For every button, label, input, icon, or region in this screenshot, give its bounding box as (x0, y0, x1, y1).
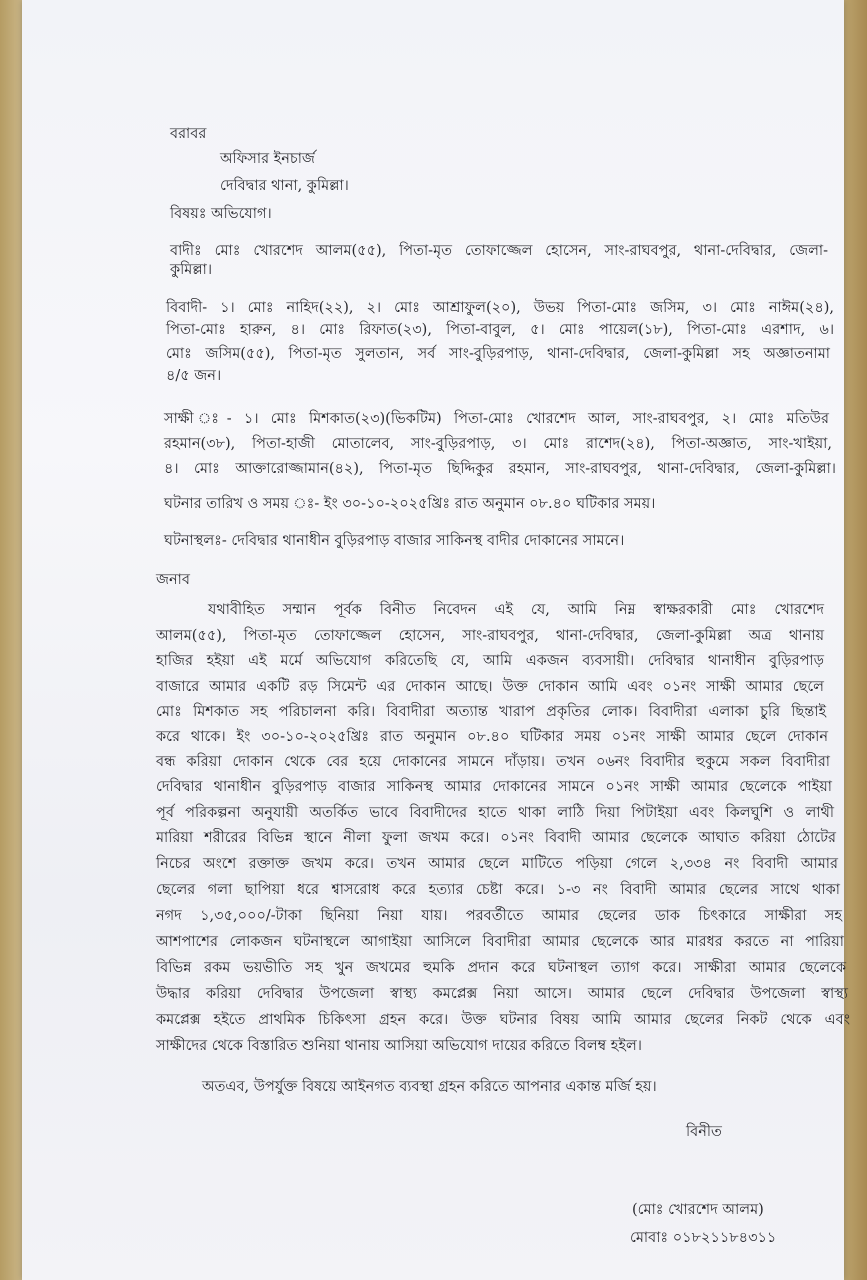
signature-phone: মোবাঃ ০১৮২১১৮৪৩১১ (630, 1230, 777, 1246)
recipient-address: দেবিদ্বার থানা, কুমিল্লা। (220, 178, 349, 194)
incident-place: ঘটনাস্থলঃ- দেবিদ্বার থানাধীন বুড়িরপাড় বাজার সাকিনস্থ বাদীর দোকানের সামনে। (164, 533, 625, 549)
body-line: যথাবীহিত সম্মান পূর্বক বিনীত নিবেদন এই যে, আমি নিম্ন স্বাক্ষরকারী মোঃ খোরশেদ (208, 602, 824, 618)
body-line: আশপাশের লোকজন ঘটনাস্থলে আগাইয়া আসিলে বিবাদীরা আমার ছেলেকে আর মারধর করতে না পারিয়া (156, 934, 844, 950)
body-line: মারিয়া শরীরের বিভিন্ন স্থানে নীলা ফুলা জখম করে। ০১নং বিবাদী আমার ছেলেকে আঘাত করিয়া ঠোটের (156, 830, 836, 846)
incident-datetime: ঘটনার তারিখ ও সময় ঃ- ইং ৩০-১০-২০২৫খ্রিঃ রাত অনুমান ০৮.৪০ ঘটিকার সময়। (164, 496, 656, 512)
witness-line: ৪। মোঃ আক্তারোজ্জামান(৪২), পিতা-মৃত ছিদ্দিকুর রহমান, সাং-রাঘবপুর, থানা-দেবিদ্বার, জেলা-কুমিল্লা। (164, 461, 836, 477)
subject-line: বিষয়ঃ অভিযোগ। (170, 206, 272, 222)
body-line: নগদ ১,৩৫,০০০/-টাকা ছিনিয়া নিয়া যায়। পরবর্তীতে আমার ছেলের ডাক চিৎকারে সাক্ষীরা সহ (156, 908, 842, 924)
recipient-title: অফিসার ইনচার্জ (220, 151, 315, 167)
plaintiff-line: কুমিল্লা। (170, 262, 213, 278)
body-line: বন্ধ করিয়া দোকান থেকে বের হয়ে দোকানের সামনে দাঁড়ায়। তখন ০৬নং বিবাদীর হুকুমে সকল বিবাদীরা (156, 754, 830, 770)
defendant-line: পিতা-মোঃ হারুন, ৪। মোঃ রিফাত(২৩), পিতা-বাবুল, ৫। মোঃ পায়েল(১৮), পিতা-মোঃ এরশাদ, ৬। (166, 322, 834, 338)
witness-line: রহমান(৩৮), পিতা-হাজী মোতালেব, সাং-বুড়িরপাড়, ৩। মোঃ রাশেদ(২৪), পিতা-অজ্ঞাত, সাং-খাইয়া, (164, 436, 832, 452)
body-line: নিচের অংশে রক্তাক্ত জখম করে। তখন আমার ছেলে মাটিতে পড়িয়া গেলে ২,৩৩৪ নং বিবাদী আমার (156, 856, 838, 872)
salutation-to: বরাবর (170, 126, 207, 142)
body-line: বাজারে আমার একটি রড় সিমেন্ট এর দোকান আছে। উক্ত দোকান আমি এবং ০১নং সাক্ষী আমার ছেলে (156, 679, 824, 695)
body-line: আলম(৫৫), পিতা-মৃত তোফাজ্জেল হোসেন, সাং-রাঘবপুর, থানা-দেবিদ্বার, জেলা-কুমিল্লা অত্র থানায় (156, 628, 824, 644)
plaintiff-line: বাদীঃ মোঃ খোরশেদ আলম(৫৫), পিতা-মৃত তোফাজ্জেল হোসেন, সাং-রাঘবপুর, থানা-দেবিদ্বার, জেলা- (170, 243, 828, 259)
body-line: হাজির হইয়া এই মর্মে অভিযোগ করিতেছি যে, আমি একজন ব্যবসায়ী। দেবিদ্বার থানাধীন বুড়িরপাড় (156, 653, 824, 669)
body-line: দেবিদ্বার থানাধীন বুড়িরপাড় বাজার সাকিনস্থ আমার দোকানের সামনে ০১নং সাক্ষী আমার ছেলেকে পাইয়া (156, 779, 832, 795)
body-line: ছেলের গলা ছাপিয়া ধরে শ্বাসরোধ করে হত্যার চেষ্টা করে। ১-৩ নং বিবাদী আমার ছেলের সাথে থাকা (156, 882, 840, 898)
closing-request: অতএব, উপর্যুক্ত বিষয়ে আইনগত ব্যবস্থা গ্রহন করিতে আপনার একান্ত মর্জি হয়। (202, 1079, 657, 1095)
body-line: কমপ্লেক্স হইতে প্রাথমিক চিকিৎসা গ্রহন করে। উক্ত ঘটনার বিষয় আমি আমার ছেলের নিকট থেকে এবং (156, 1012, 850, 1028)
body-line: উদ্ধার করিয়া দেবিদ্বার উপজেলা স্বাস্থ্য কমপ্লেক্স নিয়া আসে। আমার ছেলে দেবিদ্বার উপজেলা স্বাস্থ্য (156, 986, 848, 1002)
defendant-line: ৪/৫ জন। (166, 368, 222, 384)
defendant-line: বিবাদী- ১। মোঃ নাহিদ(২২), ২। মোঃ আশ্রাফুল(২০), উভয় পিতা-মোঃ জসিম, ৩। মোঃ নাঈম(২৪), (166, 300, 834, 316)
witness-line: সাক্ষী ঃ- ১। মোঃ মিশকাত(২৩)(ভিকটিম) পিতা-মোঃ খোরশেদ আল, সাং-রাঘবপুর, ২। মোঃ মতিউর (164, 411, 829, 427)
body-line: সাক্ষীদের থেকে বিস্তারিত শুনিয়া থানায় আসিয়া অভিযোগ দায়ের করিতে বিলম্ব হইল। (156, 1038, 642, 1054)
letter-paper (22, 0, 850, 1280)
body-line: মোঃ মিশকাত সহ পরিচালনা করি। বিবাদীরা অত্যান্ত খারাপ প্রকৃতির লোক। বিবাদীরা এলাকা চুরি ছিন্তাই (156, 704, 826, 720)
body-line: বিভিন্ন রকম ভয়ভীতি সহ খুন জখমের হুমকি প্রদান করে ঘটনাস্থল ত্যাগ করে। সাক্ষীরা আমার ছেলেকে (156, 960, 846, 976)
greeting: জনাব (156, 572, 190, 588)
body-line: করে থাকে। ইং ৩০-১০-২০২৫খ্রিঃ রাত অনুমান ০৮.৪০ ঘটিকার সময় ০১নং সাক্ষী আমার ছেলে দোকান (156, 729, 828, 745)
signature-name: (মোঃ খোরশেদ আলম) (632, 1202, 764, 1218)
defendant-line: মোঃ জসিম(৫৫), পিতা-মৃত সুলতান, সর্ব সাং-বুড়িরপাড়, থানা-দেবিদ্বার, জেলা-কুমিল্লা সহ অজ্ঞাতনামা (166, 346, 830, 362)
closing-word: বিনীত (686, 1124, 722, 1140)
body-line: পূর্ব পরিকল্পনা অনুযায়ী অতর্কিত ভাবে বিবাদীদের হাতে থাকা লাঠি দিয়া পিটাইয়া এবং কিলঘুশি ও লাথী (156, 805, 834, 821)
